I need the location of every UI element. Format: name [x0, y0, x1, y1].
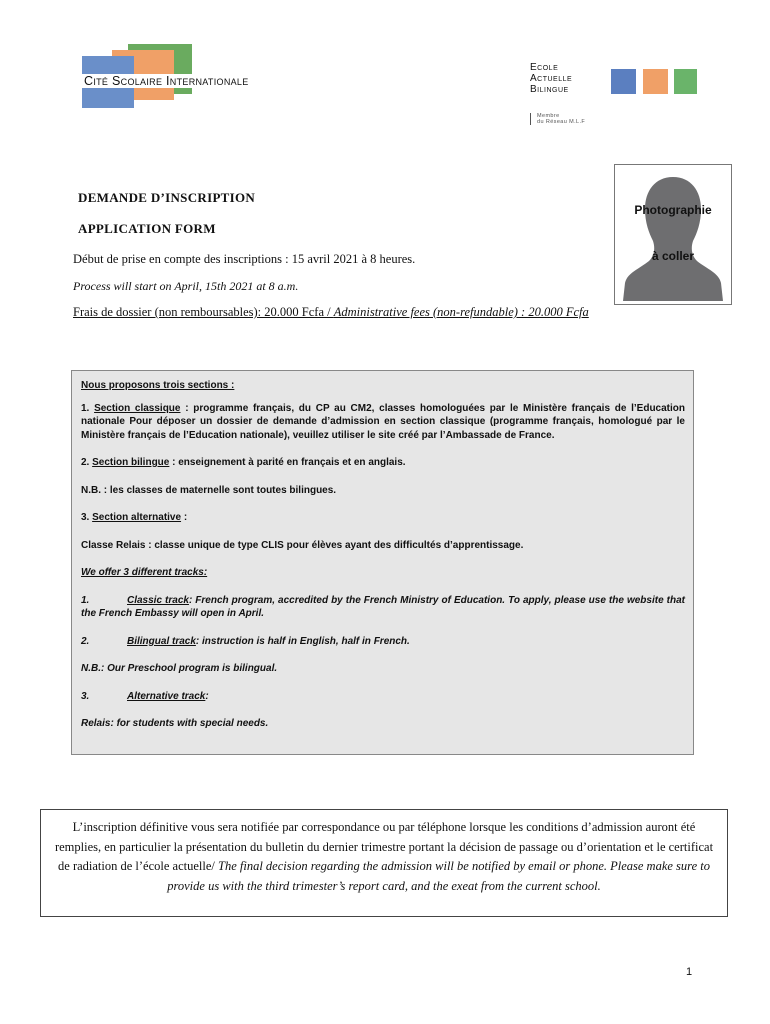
final-text-en: The final decision regarding the admission will be notified by email or phone. Please make sure to provide us with the third trimester’s report card, and the exeat from the current school. [167, 859, 710, 893]
title-en: APPLICATION FORM [78, 221, 216, 236]
membre-line-2: du Réseau M.L.F [537, 119, 586, 125]
nb-fr: N.B. : les classes de maternelle sont toutes bilingues. [81, 484, 337, 496]
relais-en: Relais: for students with special needs. [81, 718, 269, 729]
track-1-title: Classic track [127, 594, 189, 606]
track-alternative [81, 690, 685, 704]
track-2-title: Bilingual track [127, 635, 196, 647]
track-classic [81, 594, 685, 621]
track-3-title: Alternative track [127, 690, 206, 702]
section-1-title: Section classique [94, 402, 181, 414]
final-notice-box [40, 809, 728, 917]
relais-fr: Classe Relais : classe unique de type CLIS pour élèves ayant des difficultés d’apprentissage. [81, 539, 524, 551]
sections-heading [81, 379, 685, 393]
track-3-text: : [205, 690, 209, 702]
section-3-number: 3. [81, 512, 93, 523]
section-2-number: 2. [81, 457, 93, 468]
section-2-text: : enseignement à parité en français et en anglais. [169, 457, 406, 468]
track-3-number: 3. [81, 690, 90, 702]
section-2-title: Section bilingue [92, 457, 170, 468]
school-name: Cité Scolaire Internationale [84, 74, 249, 88]
track-2-number: 2. [81, 635, 90, 647]
photo-label-1: Photographie [634, 203, 712, 217]
track-1-number: 1. [81, 594, 90, 606]
photo-placeholder [614, 164, 732, 305]
ecole-line-1: Ecole [530, 62, 559, 73]
fees-line [73, 305, 589, 320]
start-date-en: Process will start on April, 15th 2021 at 8 a.m. [73, 279, 299, 293]
start-date-fr: Début de prise en compte des inscriptions : 15 avril 2021 à 8 heures. [73, 252, 416, 266]
tracks-heading-text: We offer 3 different tracks: [81, 567, 208, 578]
membre-line-1: Membre [537, 113, 560, 119]
page-number: 1 [686, 966, 693, 978]
nb-en: N.B.: Our Preschool program is bilingual. [81, 663, 278, 674]
section-alternative [81, 511, 685, 525]
fees-fr: Frais de dossier (non remboursables): 20.000 Fcfa / [73, 305, 334, 319]
section-1-number: 1. [81, 402, 95, 414]
section-3-text: : [181, 512, 188, 523]
sections-box [71, 370, 694, 755]
tracks-heading [81, 566, 685, 580]
ecole-square-green [674, 69, 697, 94]
ecole-line-2: Actuelle [530, 73, 573, 84]
section-classique [81, 402, 685, 443]
section-bilingue [81, 456, 685, 470]
track-2-text: : instruction is half in English, half in French. [195, 635, 410, 647]
title-fr: DEMANDE D’INSCRIPTION [78, 190, 256, 205]
person-silhouette-icon [615, 165, 731, 304]
membre-text [530, 113, 585, 125]
track-bilingual [81, 635, 685, 649]
sections-heading-text: Nous proposons trois sections : [81, 380, 235, 391]
final-text-fr: L’inscription définitive vous sera notifiée par correspondance ou par téléphone lorsque les conditions d’admission auront été remplies, en particulier la présentation du bulletin du dernier trimestre portant la décision de passage ou d’orientation et le certificat de radiation de l’école actuelle/ [54, 820, 714, 873]
section-3-title: Section alternative [92, 512, 182, 523]
track-1-text: : French program, accredited by the French Ministry of Education. To apply, please use the website that the French Embassy will open in April. [81, 594, 685, 619]
fees-en: Administrative fees (non-refundable) : 20.000 Fcfa [333, 305, 589, 319]
ecole-logo-text [530, 62, 572, 95]
ecole-square-orange [643, 69, 668, 94]
ecole-line-3: Bilingue [530, 84, 569, 95]
photo-label-2: à coller [651, 249, 695, 263]
ecole-square-blue [611, 69, 636, 94]
section-1-text: : programme français, du CP au CM2, classes homologuées par le Ministère français de l’Education nationale Pour déposer un dossier de demande d’admission en section classique (programme français, homologué par le Ministère français de l’Education nationale), veuillez utiliser le site créé par l’Ambassade de France. [81, 402, 686, 441]
